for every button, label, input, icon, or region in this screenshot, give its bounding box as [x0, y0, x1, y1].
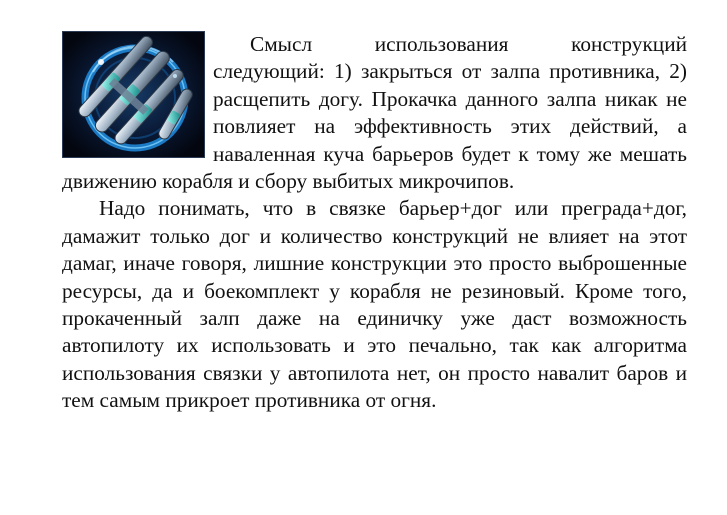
barrier-module-icon-graphic — [63, 32, 204, 157]
document-page — [62, 31, 687, 415]
barrier-module-icon — [62, 31, 205, 158]
paragraph-2: Надо понимать, что в связке барьер+дог или преграда+дог, дамажит только дог и количество конструкций не влияет на этот дамаг, иначе говоря, лишние конструкции это просто выброшенные ресурсы, да и боекомплект у корабля не резиновый. Кроме того, прокаченный залп даже на единичку уже даст возможность автопилоту их использовать и это печально, так как алгоритма использования связки у автопилота нет, он просто навалит баров и тем самым прикроет противника от огня. — [62, 196, 687, 413]
paragraph-1: Смысл использования конструкций следующий: 1) закрыться от залпа противника, 2) расщепить догу. Прокачка данного залпа никак не повлияет на эффективность этих действий, а наваленная куча барьеров будет к тому же мешать движению корабля и сбору выбитых микрочипов. — [62, 32, 687, 194]
